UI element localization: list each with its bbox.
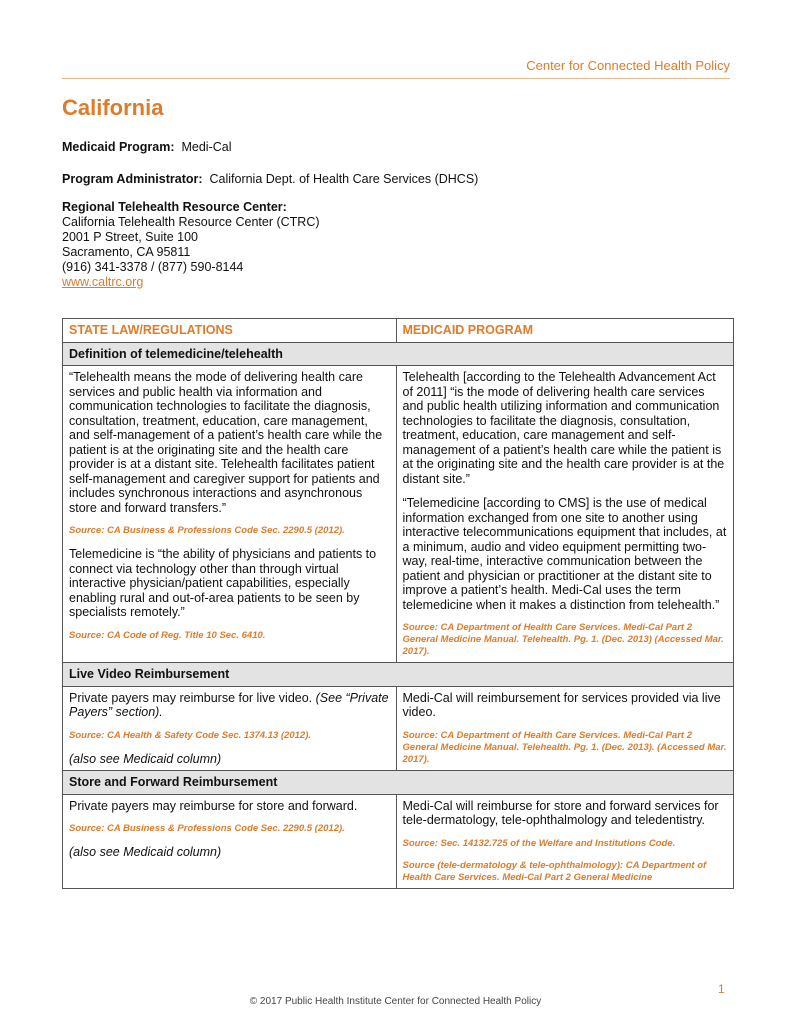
law-text: Telemedicine is “the ability of physicians and patients to connect via technology other than through virtual interactive physician/patient capabilities, especially enabling rural and out-of-area patients to be seen by specialists remotely.” bbox=[69, 547, 377, 619]
resource-city: Sacramento, CA 95811 bbox=[62, 245, 191, 259]
resource-street: 2001 P Street, Suite 100 bbox=[62, 230, 198, 244]
resource-center-block bbox=[62, 200, 320, 290]
source-citation: Source (tele-dermatology & tele-ophthalmology): CA Department of Health Care Services. Medi-Cal Part 2 General Medicine bbox=[402, 859, 707, 883]
policy-table bbox=[62, 318, 734, 889]
source-citation: Source: CA Code of Reg. Title 10 Sec. 6410. bbox=[69, 629, 266, 641]
table-row bbox=[63, 366, 734, 663]
state-law-cell bbox=[63, 794, 397, 888]
section-title: Store and Forward Reimbursement bbox=[63, 771, 734, 795]
resource-phone: (916) 341-3378 / (877) 590-8144 bbox=[62, 260, 244, 274]
source-citation: Source: CA Business & Professions Code Sec. 2290.5 (2012). bbox=[69, 525, 345, 536]
see-medicaid-note: (also see Medicaid column) bbox=[69, 845, 222, 859]
section-row-store-forward bbox=[63, 771, 734, 795]
medicaid-text: Telehealth [according to the Telehealth Advancement Act of 2011] “is the mode of delivering health care services and public health utilizing information and communication technologies to facilitate the diagnosis, consultation, treatment, education, care management and self-management of a patient’s health care while the patient is at the originating site and the health care provider is at the distant site.” bbox=[402, 370, 725, 486]
administrator-line bbox=[62, 172, 478, 187]
resource-website-link[interactable]: www.caltrc.org bbox=[62, 275, 144, 289]
medicaid-text: Medi-Cal will reimbursement for services provided via live video. bbox=[402, 690, 721, 719]
medicaid-text: Medi-Cal will reimburse for store and forward services for tele-dermatology, tele-ophthalmology and teledentistry. bbox=[402, 798, 719, 827]
state-law-cell bbox=[63, 366, 397, 663]
medicaid-cell bbox=[396, 686, 733, 771]
medicaid-text: “Telemedicine [according to CMS] is the use of medical information exchanged from one site to another using interactive telecommunications equipment that includes, at a minimum, audio and video equipment permitting two-way, real-time, interactive communication between the patient and physician or practitioner at the distant site to improve a patient’s health. Medi-Cal uses the term telemedicine when it makes a distinction from telehealth.” bbox=[402, 496, 727, 612]
medicaid-label: Medicaid Program: bbox=[62, 140, 175, 154]
footer-copyright: © 2017 Public Health Institute Center for Connected Health Policy bbox=[249, 996, 542, 1007]
source-citation: Source: CA Department of Health Care Services. Medi-Cal Part 2 General Medicine Manual. Telehealth. Pg. 1. (Dec. 2013) (Accessed Mar. 2017). bbox=[402, 622, 724, 657]
source-citation: Source: Sec. 14132.725 of the Welfare and Institutions Code. bbox=[402, 837, 676, 849]
column-header-state-law: STATE LAW/REGULATIONS bbox=[63, 319, 397, 343]
medicaid-value: Medi-Cal bbox=[181, 140, 232, 154]
medicaid-cell bbox=[396, 794, 733, 888]
resource-label: Regional Telehealth Resource Center: bbox=[62, 200, 287, 214]
section-title: Definition of telemedicine/telehealth bbox=[63, 342, 734, 366]
page-title: California bbox=[62, 95, 164, 120]
law-text: Private payers may reimburse for live video. bbox=[69, 690, 316, 705]
header-rule bbox=[62, 78, 730, 79]
header-org: Center for Connected Health Policy bbox=[526, 58, 730, 73]
table-row bbox=[63, 794, 734, 888]
law-text: “Telehealth means the mode of delivering health care services and public health via information and communication technologies to facilitate the diagnosis, consultation, treatment, education, care management, and self-management of a patient’s health care while the patient is at the originating site and the health care provider is at a distant site. Telehealth facilitates patient self-management and caregiver support for patients and includes synchronous interactions and asynchronous store and forward transfers.” bbox=[69, 370, 383, 515]
source-citation: Source: CA Department of Health Care Services. Medi-Cal Part 2 General Medicine Manual. Telehealth. Pg. 1. (Dec. 2013). (Accessed Mar. 2017). bbox=[402, 729, 727, 765]
column-header-medicaid: MEDICAID PROGRAM bbox=[396, 319, 733, 343]
section-title: Live Video Reimbursement bbox=[63, 663, 734, 687]
section-row-definition bbox=[63, 342, 734, 366]
page-number: 1 bbox=[718, 982, 725, 996]
law-text: Private payers may reimburse for store and forward. bbox=[69, 798, 358, 813]
medicaid-cell bbox=[396, 366, 733, 663]
law-text-note: (See “Private Payers” section). bbox=[69, 690, 389, 719]
table-row bbox=[63, 686, 734, 771]
source-citation: Source: CA Health & Safety Code Sec. 1374.13 (2012). bbox=[69, 729, 311, 741]
administrator-value: California Dept. of Health Care Services (DHCS) bbox=[209, 172, 479, 186]
administrator-label: Program Administrator: bbox=[62, 172, 203, 186]
state-law-cell bbox=[63, 686, 397, 771]
table-header-row bbox=[63, 319, 734, 343]
see-medicaid-note: (also see Medicaid column) bbox=[69, 751, 222, 766]
medicaid-program-line bbox=[62, 140, 232, 155]
source-citation: Source: CA Business & Professions Code Sec. 2290.5 (2012). bbox=[69, 823, 345, 834]
section-row-live-video bbox=[63, 663, 734, 687]
resource-name: California Telehealth Resource Center (CTRC) bbox=[62, 215, 320, 229]
